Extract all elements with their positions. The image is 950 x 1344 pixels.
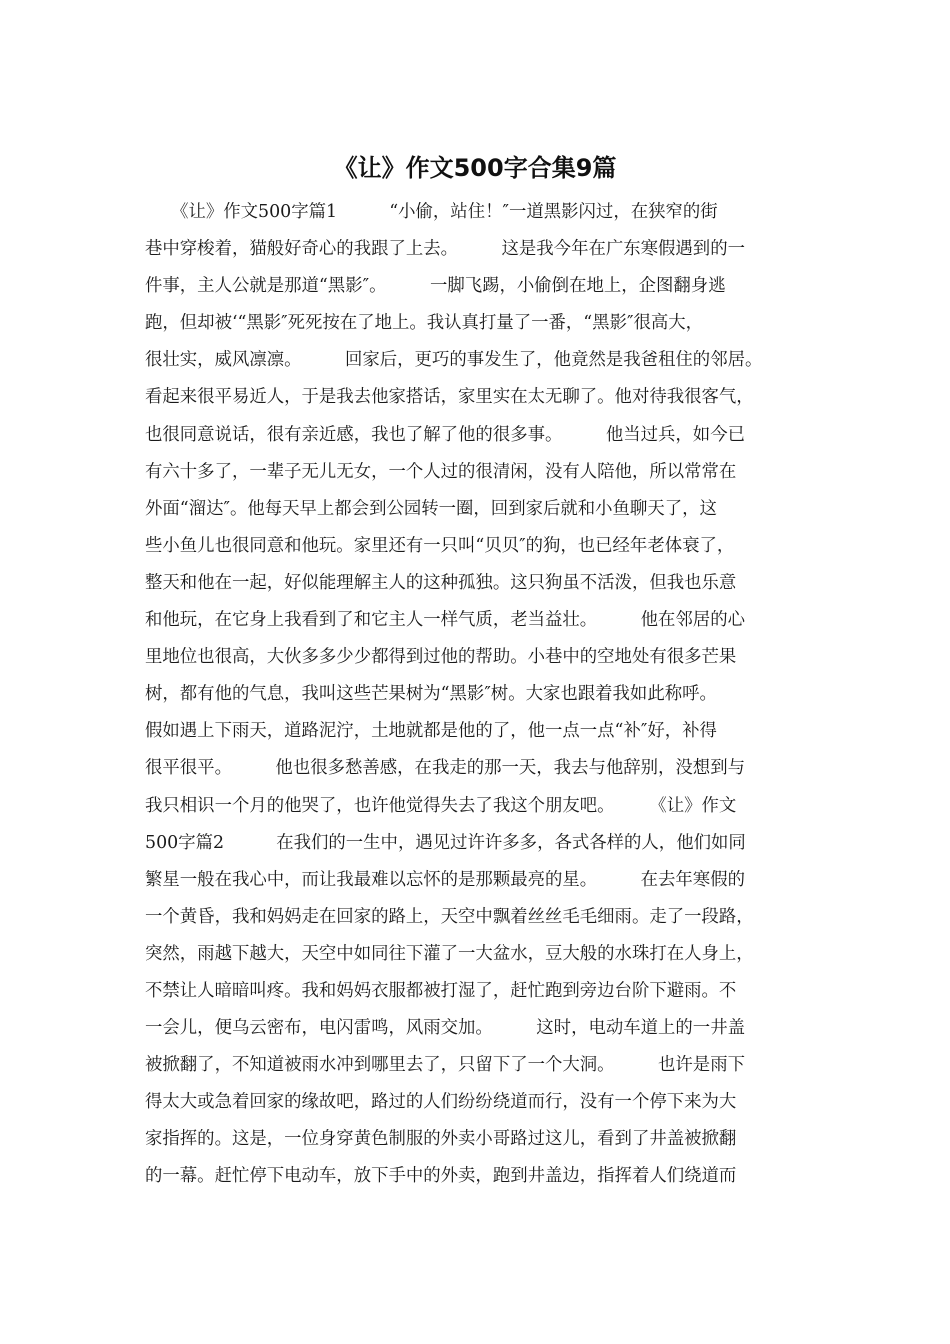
body-line: 得太大或急着回家的缘故吧，路过的人们纷纷绕道而行，没有一个停下来为大 xyxy=(145,1092,737,1113)
document-body xyxy=(145,194,835,1196)
body-line: 巷中穿梭着，猫般好奇心的我跟了上去。 这是我今年在广东寒假遇到的一 xyxy=(145,239,745,260)
body-line: 一个黄昏，我和妈妈走在回家的路上，天空中飘着丝丝毛毛细雨。走了一段路， xyxy=(145,906,754,927)
body-line: 我只相识一个月的他哭了，也许他觉得失去了我这个朋友吧。 《让》作文 xyxy=(145,795,737,816)
body-line: 不禁让人暗暗叫疼。我和妈妈衣服都被打湿了，赶忙跑到旁边台阶下避雨。不 xyxy=(145,980,737,1001)
body-line: 外面“溜达″。他每天早上都会到公园转一圈，回到家后就和小鱼聊天了，这 xyxy=(145,498,717,519)
body-line: 整天和他在一起，好似能理解主人的这种孤独。这只狗虽不活泼，但我也乐意 xyxy=(145,572,737,593)
body-line: 看起来很平易近人，于是我去他家搭话，家里实在太无聊了。他对待我很客气， xyxy=(145,387,754,408)
document-title: 《让》作文500字合集9篇 xyxy=(333,154,617,182)
body-line: 也很同意说话，很有亲近感，我也了解了他的很多事。 他当过兵，如今已 xyxy=(145,424,745,445)
body-line: 一会儿，便乌云密布，电闪雷鸣，风雨交加。 这时，电动车道上的一井盖 xyxy=(145,1018,745,1039)
body-line: 些小鱼儿也很同意和他玩。家里还有一只叫“贝贝″的狗，也已经年老体衰了， xyxy=(145,535,735,556)
body-line: 假如遇上下雨天，道路泥泞，土地就都是他的了，他一点一点“补″好，补得 xyxy=(145,721,717,742)
body-line: 繁星一般在我心中，而让我最难以忘怀的是那颗最亮的星。 在去年寒假的 xyxy=(145,869,745,890)
body-line: 跑，但却被‘“黑影″死死按在了地上。我认真打量了一番，“黑影″很高大， xyxy=(145,313,704,334)
body-line: 500字篇2 在我们的一生中，遇见过许许多多，各式各样的人，他们如同 xyxy=(145,832,746,853)
body-line: 的一幕。赶忙停下电动车，放下手中的外卖，跑到井盖边，指挥着人们绕道而 xyxy=(145,1166,737,1187)
body-line: 有六十多了，一辈子无儿无女，一个人过的很清闲，没有人陪他，所以常常在 xyxy=(145,461,737,482)
body-line: 件事，主人公就是那道“黑影″。 一脚飞踢，小偷倒在地上，企图翻身逃 xyxy=(145,276,726,297)
body-line: 里地位也很高，大伙多多少少都得到过他的帮助。小巷中的空地处有很多芒果 xyxy=(145,647,737,668)
body-line: 《让》作文500字篇1 “小偷，站住！″一道黑影闪过，在狭窄的街 xyxy=(145,202,718,222)
body-line: 树，都有他的气息，我叫这些芒果树为“黑影″树。大家也跟着我如此称呼。 xyxy=(145,684,717,705)
body-line: 很壮实，威风凛凛。 回家后，更巧的事发生了，他竟然是我爸租住的邻居。 xyxy=(145,350,763,371)
body-line: 突然，雨越下越大，天空中如同往下灌了一大盆水，豆大般的水珠打在人身上， xyxy=(145,943,754,964)
body-line: 家指挥的。这是，一位身穿黄色制服的外卖小哥路过这儿，看到了井盖被掀翻 xyxy=(145,1129,737,1150)
body-line: 很平很平。 他也很多愁善感，在我走的那一天，我去与他辞别，没想到与 xyxy=(145,758,745,779)
body-line: 被掀翻了，不知道被雨水冲到哪里去了，只留下了一个大洞。 也许是雨下 xyxy=(145,1055,745,1076)
body-line: 和他玩，在它身上我看到了和它主人一样气质，老当益壮。 他在邻居的心 xyxy=(145,610,745,631)
